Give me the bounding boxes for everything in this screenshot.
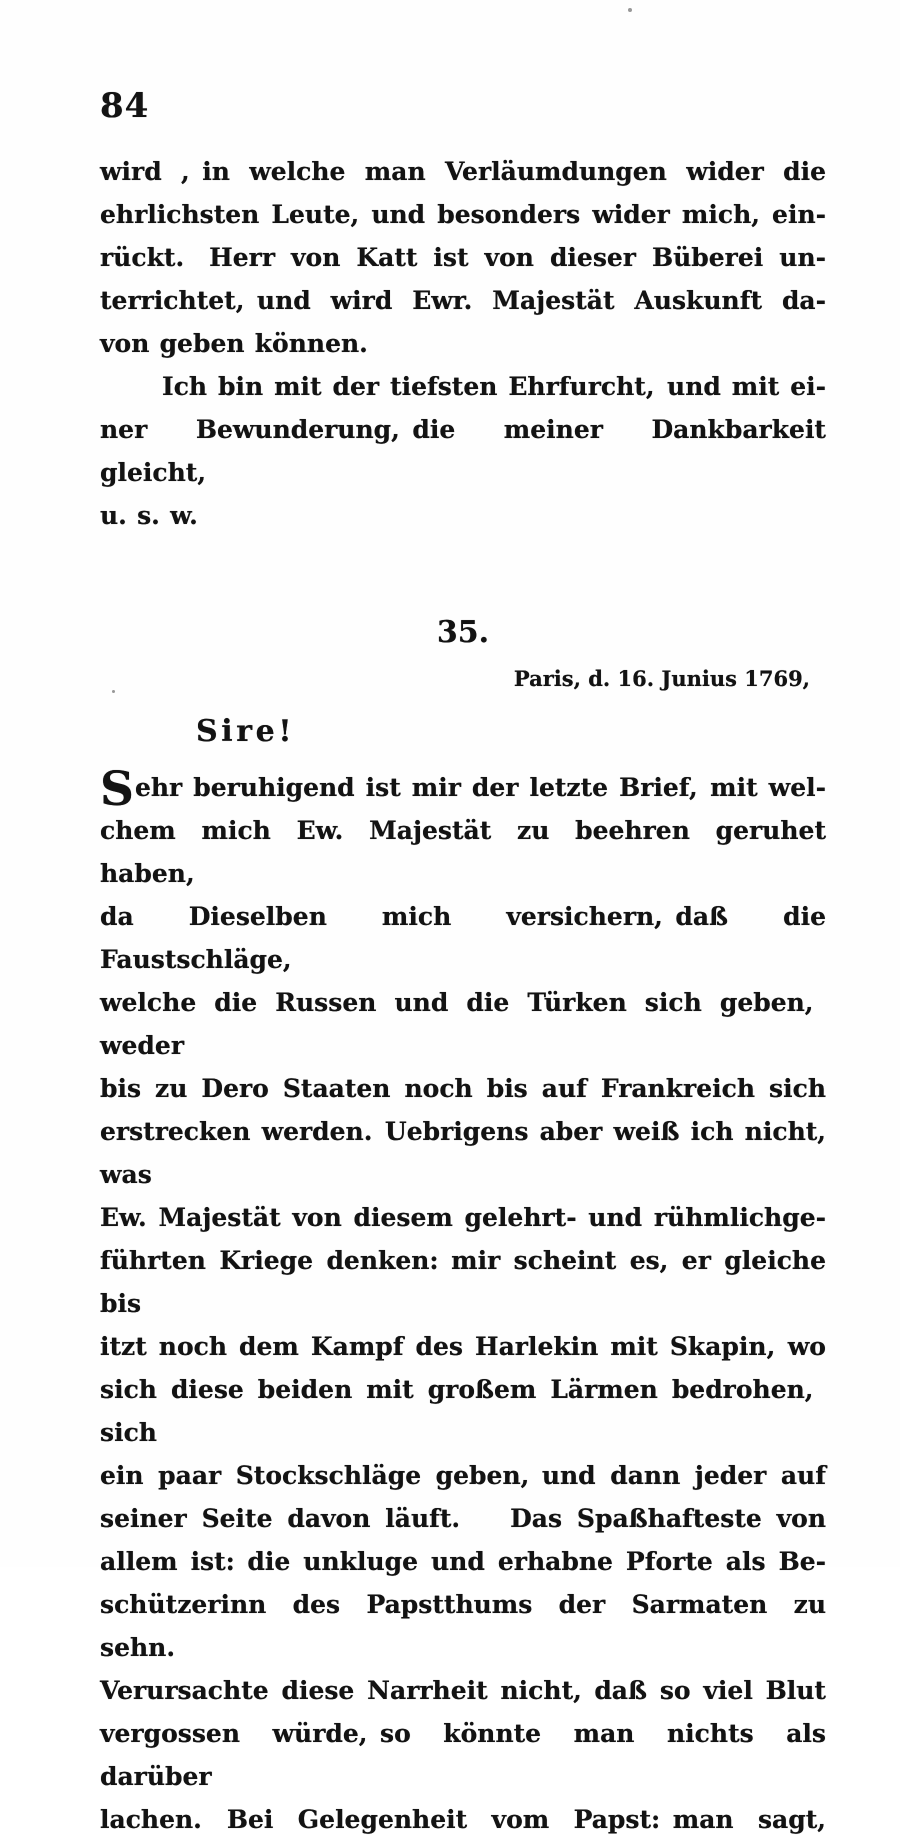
- text-line: ein paar Stockschläge geben, und dann jeder auf: [100, 1461, 826, 1490]
- text-line: terrichtet, und wird Ewr. Majestät Auskunft da-: [100, 286, 826, 315]
- text-line: chem mich Ew. Majestät zu beehren geruhet haben,: [100, 816, 826, 888]
- text-line: vergossen würde, so könnte man nichts als darüber: [100, 1719, 826, 1791]
- text-line: Verursachte diese Narrheit nicht, daß so viel Blut: [100, 1676, 826, 1705]
- previous-letter-paragraph-1: [100, 150, 826, 365]
- letter-dateline: Paris, d. 16. Junius 1769,: [513, 666, 810, 691]
- text-line: ehrlichsten Leute, und besonders wider mich, ein-: [100, 200, 826, 229]
- text-line-rest: ehr beruhigend ist mir der letzte Brief, mit wel-: [134, 773, 826, 802]
- text-line: itzt noch dem Kampf des Harlekin mit Skapin, wo: [100, 1332, 826, 1361]
- text-line: Ich bin mit der tiefsten Ehrfurcht, und mit ei-: [162, 372, 826, 401]
- page-number: 84: [100, 86, 150, 126]
- text-line: seiner Seite davon läuft. Das Spaßhafteste von: [100, 1504, 826, 1533]
- text-line: welche die Russen und die Türken sich geben, weder: [100, 988, 826, 1060]
- letter-number-heading: 35.: [436, 615, 490, 650]
- page-content: [100, 150, 826, 1841]
- text-line: von geben können.: [100, 329, 368, 358]
- drop-cap-initial: S: [100, 762, 134, 817]
- text-line: bis zu Dero Staaten noch bis auf Frankreich sich: [100, 1074, 826, 1103]
- text-line: schützerinn des Papstthums der Sarmaten zu sehn.: [100, 1590, 826, 1662]
- text-line: sich diese beiden mit großem Lärmen bedrohen, sich: [100, 1375, 826, 1447]
- text-line: führten Kriege denken: mir scheint es, er gleiche bis: [100, 1246, 826, 1318]
- text-line: allem ist: die unkluge und erhabne Pforte als Be-: [100, 1547, 826, 1576]
- text-line: rückt. Herr von Katt ist von dieser Büberei un-: [100, 243, 826, 272]
- text-line: da Dieselben mich versichern, daß die Faustschläge,: [100, 902, 826, 974]
- letter-body: [100, 762, 826, 1841]
- text-line: wird , in welche man Verläumdungen wider die: [100, 157, 826, 186]
- previous-letter-paragraph-2: [100, 365, 826, 537]
- scan-speck: [628, 8, 632, 12]
- text-line: Ew. Majestät von diesem gelehrt- und rühmlichge-: [100, 1203, 826, 1232]
- letter-salutation: Sire!: [196, 714, 296, 749]
- text-line: lachen. Bei Gelegenheit vom Papst: man sagt,: [100, 1805, 826, 1834]
- text-line: [100, 762, 826, 817]
- text-line: u. s. w.: [100, 501, 198, 530]
- text-line: erstrecken werden. Uebrigens aber weiß ich nicht, was: [100, 1117, 826, 1189]
- text-line: ner Bewunderung, die meiner Dankbarkeit gleicht,: [100, 415, 826, 487]
